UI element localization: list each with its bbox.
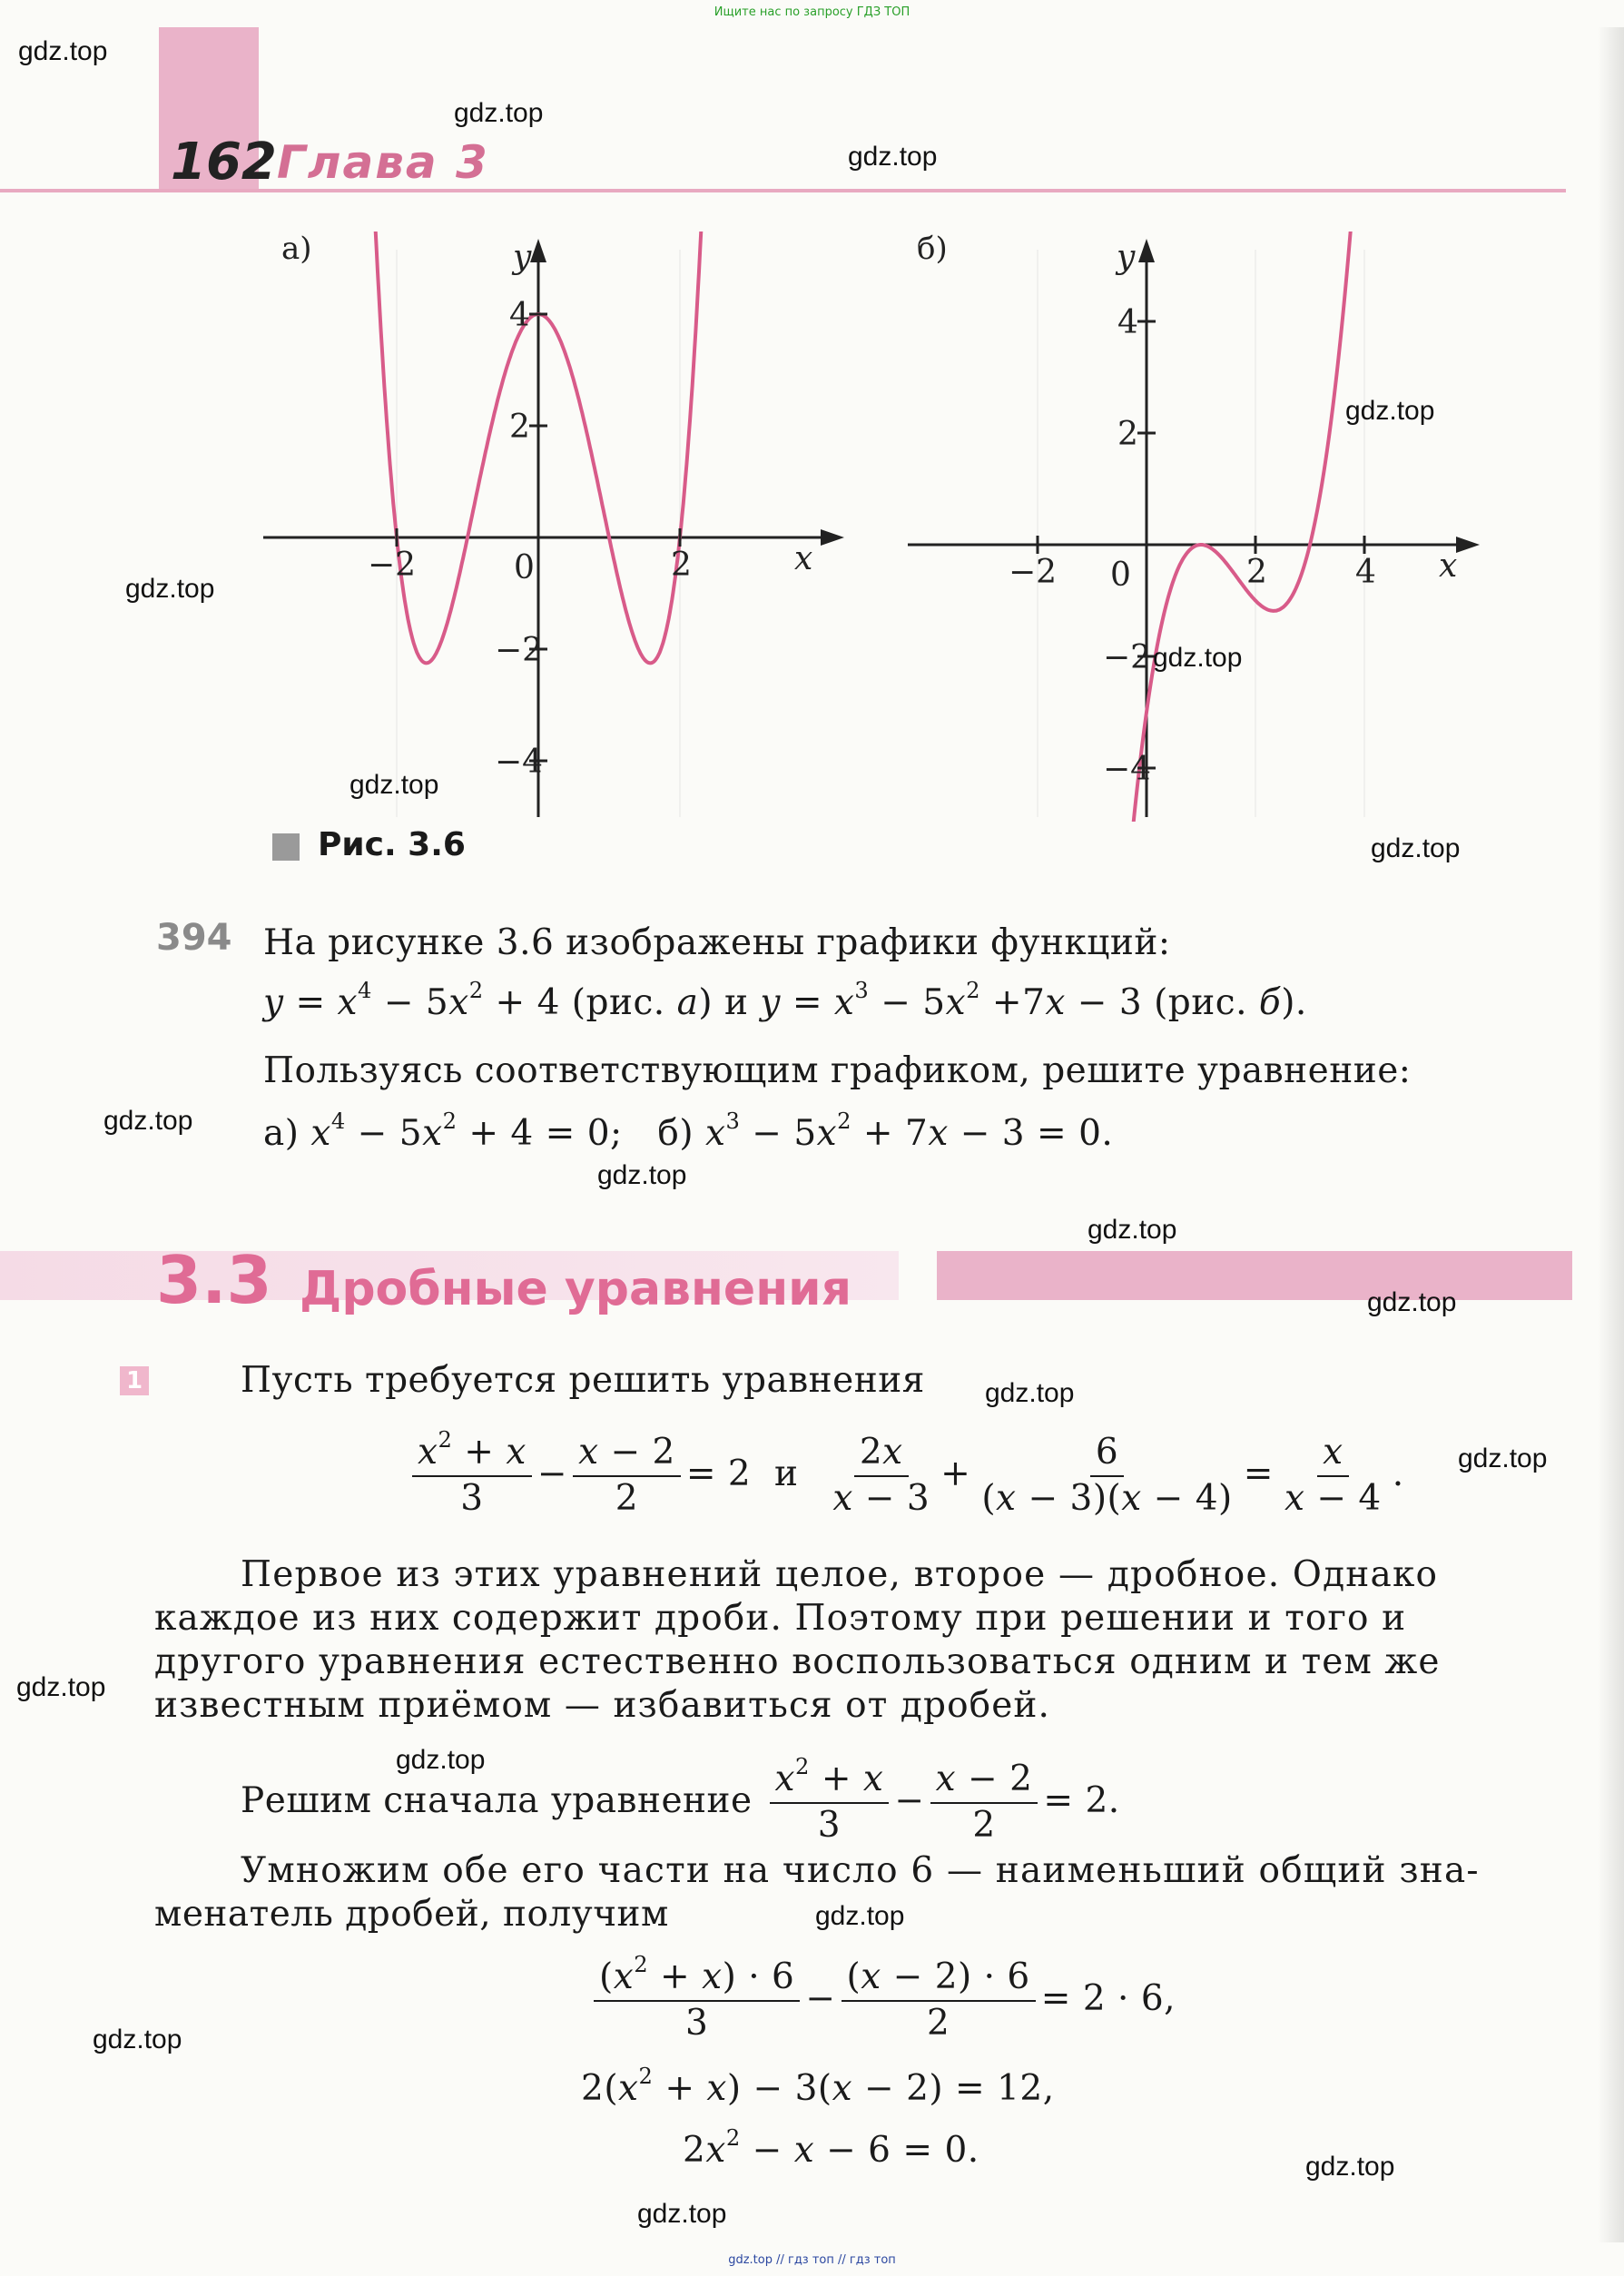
watermark: gdz.top [1345, 396, 1435, 426]
body-p2: каждое из них содержит дроби. Поэтому при решении и того и [154, 1598, 1407, 1639]
body-p3: другого уравнения естественно воспользоваться одним и тем же [154, 1641, 1441, 1682]
section-band-right [937, 1251, 1572, 1300]
ex394-line1: На рисунке 3.6 изображены графики функций: [263, 922, 1171, 963]
watermark: gdz.top [815, 1901, 905, 1931]
multiply-line1: Умножим обе его части на число 6 — наименьший общий зна- [241, 1850, 1480, 1891]
bottom-banner[interactable]: gdz.top // гдз топ // гдз топ [728, 2253, 896, 2267]
watermark: gdz.top [16, 1672, 106, 1702]
x-tick-label: 2 [1246, 554, 1267, 591]
paragraph-marker: 1 [120, 1366, 149, 1395]
figure-caption: Рис. 3.6 [318, 826, 466, 863]
y-tick-label: −2 [1103, 639, 1152, 676]
watermark: gdz.top [396, 1745, 486, 1775]
watermark: gdz.top [454, 98, 544, 128]
y-axis-arrow [1138, 239, 1155, 262]
chapter-title: Глава 3 [277, 136, 489, 189]
page-number: 162 [171, 133, 277, 192]
watermark: gdz.top [18, 36, 108, 66]
body-p4: известным приёмом — избавиться от дробей. [154, 1685, 1051, 1726]
graph-a [263, 232, 844, 822]
ex394-line3: Пользуясь соответствующим графиком, решите уравнение: [263, 1050, 1412, 1091]
section-title: Дробные уравнения [300, 1262, 851, 1316]
watermark: gdz.top [597, 1160, 687, 1190]
x-label-b: x [1439, 547, 1458, 585]
solve-first-line: Решим сначала уравнение $\frac{x^2 + x}{3}$ − $\frac{x - 2}{2}$ = 2. [241, 1753, 1120, 1846]
page-edge [1598, 27, 1624, 2242]
watermark: gdz.top [1367, 1287, 1457, 1317]
ex394-line2: $y = x^4 - 5x^2 + 4$ (рис. а) и $y = x^3 - 5x^2 +7x - 3$ (рис. б). [263, 977, 1307, 1023]
watermark: gdz.top [1371, 833, 1461, 863]
ex394-line4: а) $x^4 - 5x^2 + 4 = 0$; б) $x^3 - 5x^2 + 7x - 3 = 0$. [263, 1108, 1114, 1154]
watermark: gdz.top [1153, 643, 1243, 673]
graph-b [908, 232, 1480, 822]
intro-line: Пусть требуется решить уравнения [241, 1360, 925, 1401]
watermark: gdz.top [349, 770, 439, 800]
watermark: gdz.top [985, 1378, 1075, 1408]
watermark: gdz.top [1458, 1443, 1548, 1473]
curve-b [1122, 232, 1367, 822]
y-tick-label: 2 [1117, 416, 1138, 453]
x-axis-arrow [1456, 537, 1480, 553]
y-axis-arrow [530, 239, 546, 262]
solve-first-text: Решим сначала уравнение [241, 1779, 753, 1821]
x-tick-label: 2 [671, 547, 692, 584]
section-number: 3.3 [156, 1242, 272, 1318]
origin-label-a: 0 [514, 549, 535, 586]
watermark: gdz.top [93, 2025, 182, 2054]
and-word: и [774, 1453, 799, 1494]
y-tick-label: 2 [509, 409, 530, 446]
watermark: gdz.top [125, 574, 215, 604]
origin-label-b: 0 [1110, 557, 1131, 594]
y-tick-label: 4 [1117, 304, 1138, 341]
equation-expanded: $2(x^2 + x) - 3(x - 2) = 12$, [581, 2063, 1055, 2109]
x-tick-label: −2 [1009, 554, 1058, 591]
x-axis-arrow [821, 529, 844, 546]
equation-multiplied: $\frac{(x^2 + x) \cdot 6}{3}$ − $\frac{(x - 2) \cdot 6}{2}$ = 2 · 6, [588, 1957, 1176, 2044]
watermark: gdz.top [637, 2199, 727, 2229]
watermark: gdz.top [1088, 1215, 1177, 1245]
x-label-a: x [794, 540, 813, 577]
multiply-line2: менатель дробей, получим [154, 1894, 669, 1935]
panel-label-a: а) [281, 232, 312, 267]
caption-marker [272, 833, 300, 861]
x-tick-label: −2 [368, 547, 417, 584]
equation-quadratic: $2x^2 - x - 6 = 0$. [683, 2124, 979, 2171]
watermark: gdz.top [1305, 2152, 1395, 2182]
watermark: gdz.top [848, 142, 938, 172]
watermark: gdz.top [103, 1106, 193, 1136]
y-label-b: y [1117, 239, 1136, 276]
y-tick-label: −4 [1103, 751, 1152, 788]
exercise-number: 394 [156, 917, 232, 959]
top-banner[interactable]: Ищите нас по запросу ГДЗ ТОП [714, 5, 910, 19]
y-tick-label: 4 [509, 297, 530, 334]
y-tick-label: −2 [495, 632, 544, 669]
x-tick-label: 4 [1355, 554, 1376, 591]
panel-label-b: б) [917, 232, 948, 267]
body-p1: Первое из этих уравнений целое, второе — дробное. Однако [241, 1554, 1439, 1595]
equations-row: $\frac{x^2 + x}{3}$ − $\frac{x - 2}{2}$ = 2 и $\frac{2x}{x - 3}$ + $\frac{6}{(x - 3)(x - 4)}$ = $\frac{x}{x - 4}$ . [407, 1433, 1404, 1520]
y-label-a: y [513, 239, 532, 276]
y-tick-label: −4 [495, 744, 544, 781]
